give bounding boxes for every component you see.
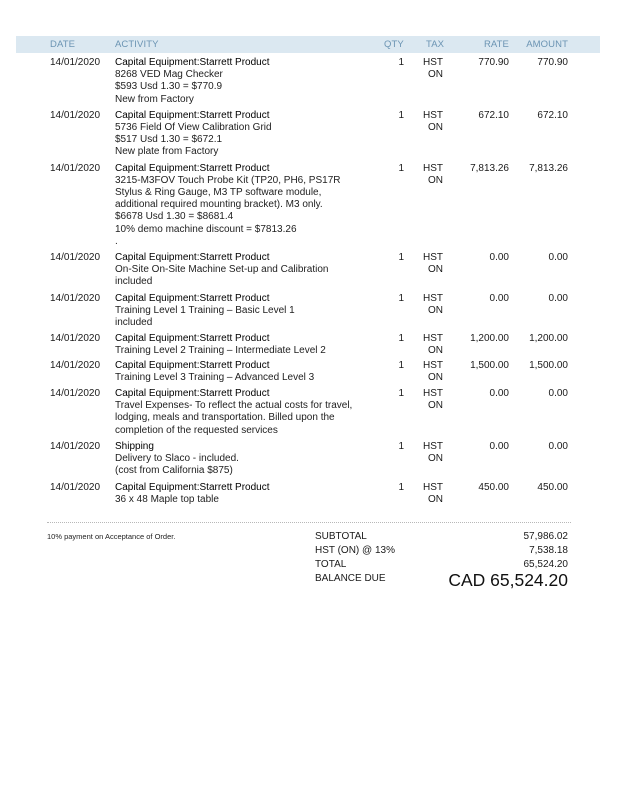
row-tax-region: ON — [428, 69, 443, 81]
row-rate: 0.00 — [489, 388, 509, 400]
row-activity — [115, 482, 370, 506]
row-tax-code: HST — [423, 109, 443, 121]
row-tax-code: HST — [423, 57, 443, 68]
row-qty: 1 — [398, 388, 404, 400]
row-tax — [420, 110, 443, 134]
table-row — [0, 333, 618, 357]
row-activity-line: 8268 VED Mag Checker — [115, 69, 223, 81]
row-activity-line: 36 x 48 Maple top table — [115, 493, 219, 505]
row-tax — [420, 293, 443, 317]
row-activity-title: Capital Equipment:Starrett Product — [115, 388, 270, 400]
row-date: 14/01/2020 — [50, 481, 101, 493]
row-rate: 0.00 — [489, 292, 509, 304]
header-activity: ACTIVITY — [115, 39, 159, 50]
header-date: DATE — [50, 39, 76, 50]
row-tax-region: ON — [428, 264, 443, 276]
row-activity-title: Capital Equipment:Starrett Product — [115, 57, 270, 68]
row-tax — [420, 441, 443, 465]
row-activity-title: Capital Equipment:Starrett Product — [115, 292, 270, 304]
hst-label: HST (ON) @ 13% — [315, 545, 395, 556]
row-tax-region: ON — [428, 122, 443, 134]
row-activity — [115, 252, 370, 289]
hst-value: 7,538.18 — [529, 545, 568, 556]
row-activity-line: $593 Usd 1.30 = $770.9 — [115, 81, 223, 93]
row-tax-code: HST — [423, 359, 443, 371]
row-tax-code: HST — [423, 333, 443, 345]
row-activity-title: Shipping — [115, 440, 154, 452]
row-amount: 770.90 — [537, 57, 568, 68]
total-value: 65,524.20 — [523, 559, 568, 570]
row-tax-code: HST — [423, 481, 443, 493]
table-header — [16, 36, 600, 53]
row-activity-title: Capital Equipment:Starrett Product — [115, 333, 270, 345]
row-activity — [115, 293, 370, 330]
row-activity-line: Training Level 1 Training – Basic Level 1 — [115, 304, 295, 316]
row-qty: 1 — [398, 57, 404, 68]
row-amount: 1,200.00 — [529, 333, 568, 345]
row-activity-line: 10% demo machine discount = $7813.26 — [115, 223, 297, 235]
row-qty: 1 — [398, 162, 404, 174]
row-activity-line: New plate from Factory — [115, 146, 219, 158]
row-activity-line: On-Site On-Site Machine Set-up and Calibration — [115, 264, 329, 276]
row-activity-line: 3215-M3FOV Touch Probe Kit (TP20, PH6, PS17R — [115, 174, 341, 186]
row-activity-line: included — [115, 317, 153, 329]
row-date: 14/01/2020 — [50, 292, 101, 304]
subtotal-value: 57,986.02 — [523, 531, 568, 542]
row-activity — [115, 110, 370, 159]
row-tax-region: ON — [428, 345, 443, 357]
row-tax — [420, 163, 443, 187]
row-activity-line: (cost from California $875) — [115, 465, 233, 477]
row-activity-line: Training Level 3 Training – Advanced Level 3 — [115, 371, 315, 383]
total-label: TOTAL — [315, 559, 347, 570]
row-rate: 1,200.00 — [470, 333, 509, 345]
row-tax — [420, 360, 443, 384]
row-tax-region: ON — [428, 304, 443, 316]
row-amount: 0.00 — [548, 292, 568, 304]
row-activity-line: New from Factory — [115, 93, 194, 105]
row-activity — [115, 360, 370, 384]
row-activity-line: Delivery to Slaco - included. — [115, 453, 239, 465]
row-tax-region: ON — [428, 174, 443, 186]
row-rate: 770.90 — [478, 57, 509, 68]
row-activity-line: $517 Usd 1.30 = $672.1 — [115, 134, 223, 146]
row-date: 14/01/2020 — [50, 252, 101, 264]
row-activity-title: Capital Equipment:Starrett Product — [115, 359, 270, 371]
row-tax-region: ON — [428, 400, 443, 412]
row-activity — [115, 333, 370, 357]
row-amount: 450.00 — [537, 481, 568, 493]
row-activity-line: Travel Expenses- To reflect the actual costs for travel, — [115, 400, 353, 412]
balance-due-value: CAD 65,524.20 — [448, 570, 568, 590]
row-activity-line: $6678 Usd 1.30 = $8681.4 — [115, 211, 234, 223]
row-qty: 1 — [398, 109, 404, 121]
row-activity-line: lodging, meals and transportation. Billed upon the — [115, 412, 335, 424]
row-amount: 1,500.00 — [529, 359, 568, 371]
row-tax-code: HST — [423, 292, 443, 304]
row-activity-line: Training Level 2 Training – Intermediate Level 2 — [115, 345, 326, 357]
row-tax-region: ON — [428, 493, 443, 505]
row-activity-line: 5736 Field Of View Calibration Grid — [115, 122, 272, 134]
row-qty: 1 — [398, 252, 404, 264]
row-date: 14/01/2020 — [50, 440, 101, 452]
row-activity-title: Capital Equipment:Starrett Product — [115, 162, 270, 174]
row-rate: 450.00 — [478, 481, 509, 493]
table-row — [0, 110, 618, 159]
row-tax — [420, 388, 443, 412]
row-date: 14/01/2020 — [50, 57, 101, 68]
table-row — [0, 252, 618, 289]
row-tax — [420, 252, 443, 276]
table-row — [0, 163, 618, 248]
row-activity-title: Capital Equipment:Starrett Product — [115, 252, 270, 264]
row-qty: 1 — [398, 481, 404, 493]
row-rate: 1,500.00 — [470, 359, 509, 371]
row-activity-title: Capital Equipment:Starrett Product — [115, 481, 270, 493]
header-amount: AMOUNT — [526, 39, 568, 50]
header-qty: QTY — [384, 39, 404, 50]
row-activity-title: Capital Equipment:Starrett Product — [115, 109, 270, 121]
header-tax: TAX — [426, 39, 445, 50]
table-row — [0, 482, 618, 506]
row-tax-code: HST — [423, 162, 443, 174]
row-tax — [420, 57, 443, 81]
subtotal-label: SUBTOTAL — [315, 531, 367, 542]
row-date: 14/01/2020 — [50, 359, 101, 371]
row-activity-line: additional required mounting bracket). M3 only. — [115, 199, 323, 211]
row-tax — [420, 482, 443, 506]
row-amount: 0.00 — [548, 252, 568, 264]
row-date: 14/01/2020 — [50, 109, 101, 121]
balance-due-label: BALANCE DUE — [315, 573, 386, 584]
row-tax-region: ON — [428, 453, 443, 465]
row-qty: 1 — [398, 292, 404, 304]
row-rate: 672.10 — [478, 109, 509, 121]
divider — [47, 522, 571, 523]
row-tax — [420, 333, 443, 357]
row-tax-code: HST — [423, 252, 443, 264]
row-qty: 1 — [398, 359, 404, 371]
row-rate: 0.00 — [489, 440, 509, 452]
table-row — [0, 388, 618, 437]
line-items — [0, 57, 618, 510]
row-tax-code: HST — [423, 388, 443, 400]
row-rate: 0.00 — [489, 252, 509, 264]
row-amount: 672.10 — [537, 109, 568, 121]
row-activity-line: completion of the requested services — [115, 424, 278, 436]
row-activity-line: . — [115, 235, 118, 247]
row-activity — [115, 388, 370, 437]
table-row — [0, 57, 618, 106]
row-tax-code: HST — [423, 440, 443, 452]
row-activity — [115, 57, 370, 106]
row-qty: 1 — [398, 440, 404, 452]
payment-note: 10% payment on Acceptance of Order. — [47, 532, 176, 541]
table-row — [0, 441, 618, 478]
row-amount: 0.00 — [548, 440, 568, 452]
row-activity — [115, 441, 370, 478]
row-amount: 0.00 — [548, 388, 568, 400]
table-row — [0, 293, 618, 330]
row-activity — [115, 163, 370, 248]
row-date: 14/01/2020 — [50, 333, 101, 345]
row-activity-line: included — [115, 276, 153, 288]
row-activity-line: Stylus & Ring Gauge, M3 TP software module, — [115, 187, 322, 199]
header-rate: RATE — [483, 39, 509, 50]
row-rate: 7,813.26 — [470, 162, 509, 174]
row-amount: 7,813.26 — [529, 162, 568, 174]
table-row — [0, 360, 618, 384]
row-tax-region: ON — [428, 371, 443, 383]
row-qty: 1 — [398, 333, 404, 345]
row-date: 14/01/2020 — [50, 162, 101, 174]
row-date: 14/01/2020 — [50, 388, 101, 400]
